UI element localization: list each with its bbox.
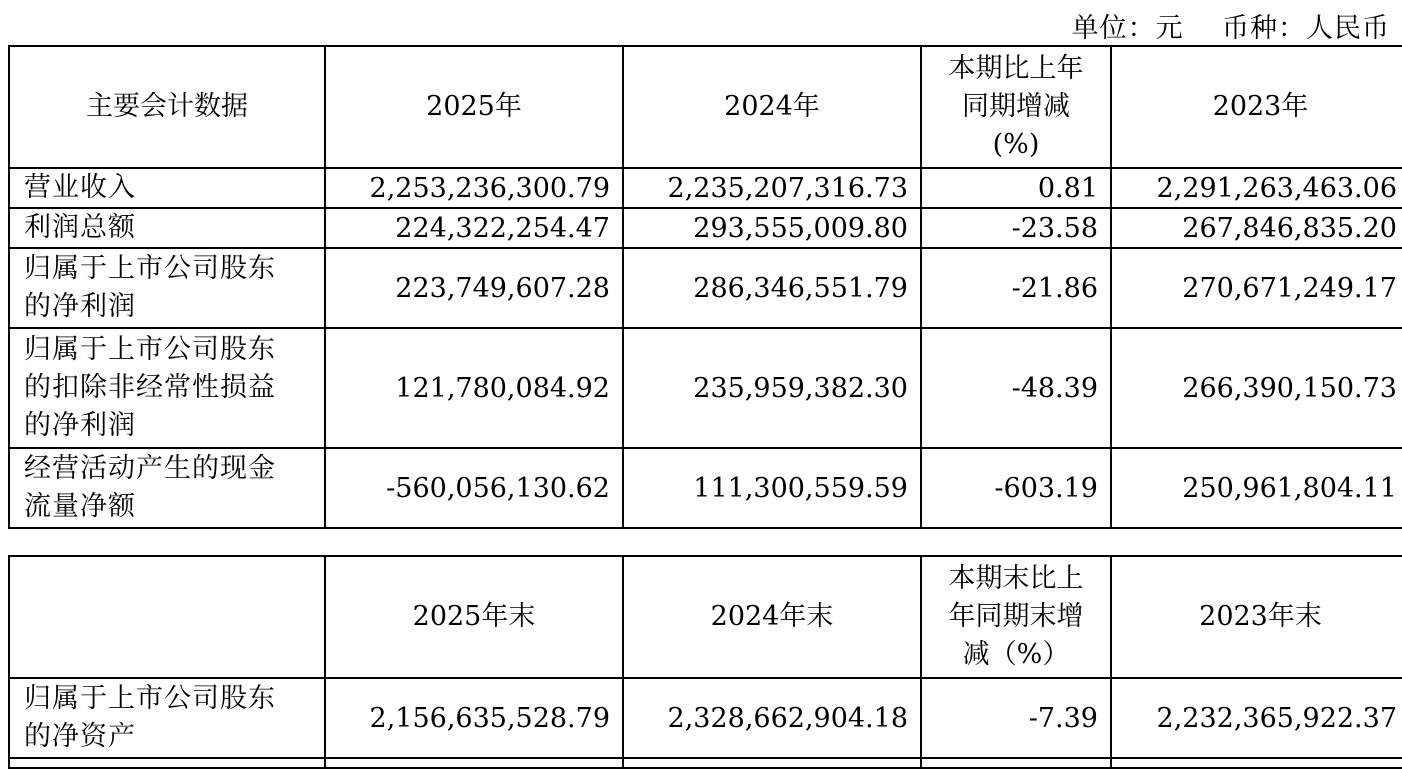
cell-2024: 111,300,559.59 [623,448,921,528]
row-label-net-profit-excl-nonrecurring [9,328,325,448]
cut-cell [921,758,1111,768]
main-accounting-data-table [8,45,1402,529]
cell-2025: -560,056,130.62 [325,448,623,528]
table-row [9,248,1402,328]
label-line: 归属于上市公司股东 [24,683,276,714]
label-line: 归属于上市公司股东 [24,334,276,365]
header-yoy-line-1: 本期比上年 [948,53,1084,84]
cell-2024: 286,346,551.79 [623,248,921,328]
table-row [9,678,1402,758]
cell-2023: 250,961,804.11 [1111,448,1402,528]
label-line: 归属于上市公司股东 [24,253,276,284]
cell-2023: 266,390,150.73 [1111,328,1402,448]
label-line: 的扣除非经常性损益 [24,372,276,403]
cell-2025: 2,253,236,300.79 [325,168,623,208]
table-row [9,448,1402,528]
row-label-revenue: 营业收入 [9,168,325,208]
cell-2024-end: 2,328,662,904.18 [623,678,921,758]
row-label-total-profit: 利润总额 [9,208,325,248]
header-period-end-change [921,556,1111,678]
cut-cell [623,758,921,768]
table-header-row [9,556,1402,678]
cell-change: -603.19 [921,448,1111,528]
cell-2025: 121,780,084.92 [325,328,623,448]
cut-cell [9,758,325,768]
label-line: 的净资产 [24,721,136,752]
cell-2024: 2,235,207,316.73 [623,168,921,208]
cell-2025-end: 2,156,635,528.79 [325,678,623,758]
cell-change: -7.39 [921,678,1111,758]
cell-2023-end: 2,232,365,922.37 [1111,678,1402,758]
table-row [9,328,1402,448]
header-yoy-line-3: (%) [992,129,1040,160]
label-line: 的净利润 [24,291,136,322]
cell-2023: 267,846,835.20 [1111,208,1402,248]
unit-currency-note: 单位：元 币种：人民币 [1071,13,1390,44]
cell-change: 0.81 [921,168,1111,208]
label-line: 流量净额 [24,491,136,522]
header-2024: 2024年 [623,46,921,168]
row-label-net-assets [9,678,325,758]
table-row-cut [9,758,1402,768]
cell-change: -23.58 [921,208,1111,248]
cell-2024: 235,959,382.30 [623,328,921,448]
header-2024-end: 2024年末 [623,556,921,678]
cell-2023: 270,671,249.17 [1111,248,1402,328]
cell-change: -48.39 [921,328,1111,448]
header-empty [9,556,325,678]
cut-cell [1111,758,1402,768]
row-label-operating-cash-flow [9,448,325,528]
cell-2023: 2,291,263,463.06 [1111,168,1402,208]
header-change-line-2: 年同期末增 [948,601,1084,632]
label-line: 经营活动产生的现金 [24,453,276,484]
header-change-line-3: 减（%） [962,639,1070,670]
header-change-line-1: 本期末比上 [948,563,1084,594]
cell-2025: 224,322,254.47 [325,208,623,248]
cell-2025: 223,749,607.28 [325,248,623,328]
cell-2024: 293,555,009.80 [623,208,921,248]
header-yoy-change [921,46,1111,168]
row-label-net-profit [9,248,325,328]
label-line: 的净利润 [24,410,136,441]
table-header-row [9,46,1402,168]
header-2025: 2025年 [325,46,623,168]
year-end-data-table [8,555,1402,769]
header-main-data: 主要会计数据 [9,46,325,168]
cut-cell [325,758,623,768]
header-2025-end: 2025年末 [325,556,623,678]
table-row [9,208,1402,248]
header-yoy-line-2: 同期增减 [962,91,1070,122]
header-2023-end: 2023年末 [1111,556,1402,678]
table-row [9,168,1402,208]
header-2023: 2023年 [1111,46,1402,168]
cell-change: -21.86 [921,248,1111,328]
